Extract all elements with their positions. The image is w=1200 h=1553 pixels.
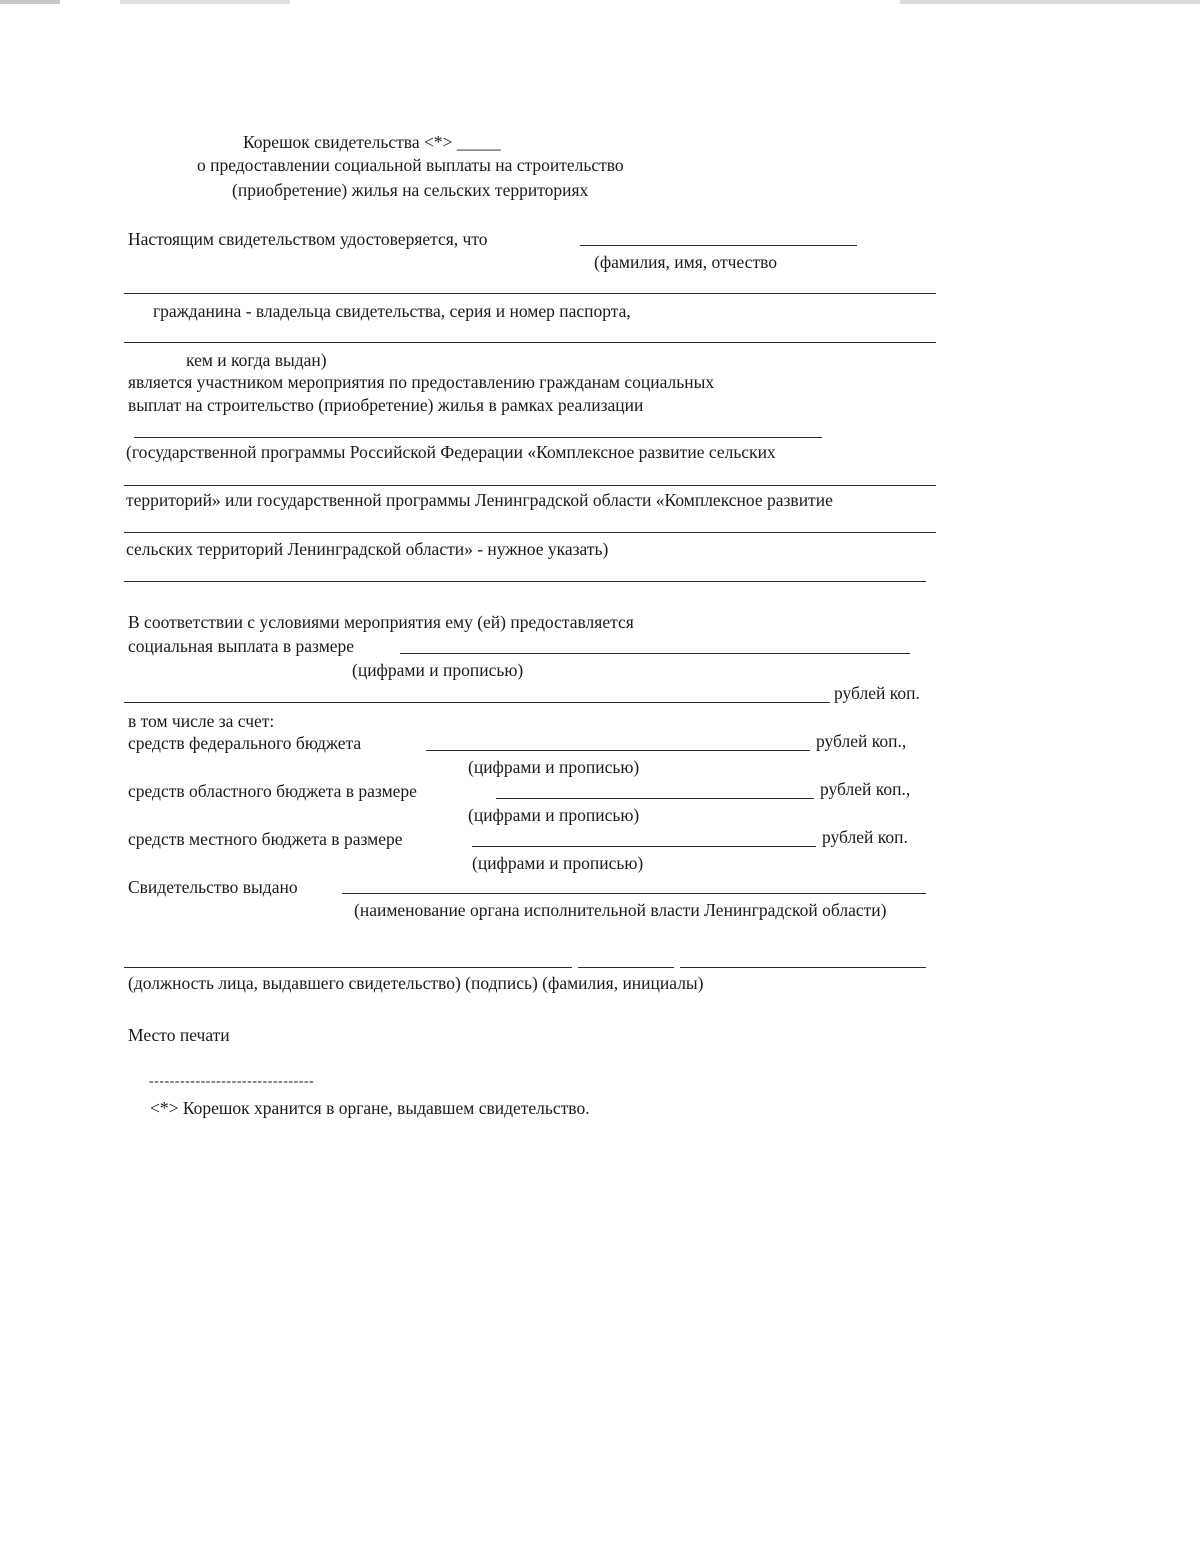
issued-label: Свидетельство выдано: [128, 877, 298, 897]
federal-amount-line: [426, 750, 810, 751]
signature-position-line: [124, 967, 572, 968]
signature-name-line: [680, 967, 926, 968]
regional-amount-line: [496, 798, 814, 799]
title-line-3: (приобретение) жилья на сельских территориях: [232, 180, 589, 200]
footnote-text: <*> Корешок хранится в органе, выдавшем свидетельство.: [150, 1098, 590, 1118]
passport-blank-line: [124, 342, 936, 343]
hint-issued: кем и когда выдан): [186, 350, 327, 370]
program-blank-line-3: [124, 532, 936, 533]
signature-hint: (должность лица, выдавшего свидетельство) (подпись) (фамилия, инициалы): [128, 973, 704, 993]
federal-unit: рублей коп.,: [816, 731, 907, 751]
scan-artifact-mid: [120, 0, 290, 4]
payment-rub-kop: рублей коп.: [834, 683, 920, 703]
signature-sign-line: [578, 967, 674, 968]
issued-hint: (наименование органа исполнительной власти Ленинградской области): [354, 900, 887, 920]
including-label: в том числе за счет:: [128, 711, 275, 731]
regional-label: средств областного бюджета в размере: [128, 781, 417, 801]
program-blank-line-2: [124, 485, 936, 486]
stamp-place: Место печати: [128, 1025, 230, 1045]
local-amount-line: [472, 846, 816, 847]
payment-line-2: социальная выплата в размере: [128, 636, 355, 656]
program-line-3: сельских территорий Ленинградской области» - нужное указать): [126, 539, 609, 559]
program-blank-line-4: [124, 581, 926, 582]
participant-line-1: является участником мероприятия по предоставлению гражданам социальных: [128, 372, 715, 392]
program-line-1: (государственной программы Российской Федерации «Комплексное развитие сельских: [126, 442, 776, 462]
local-unit: рублей коп.: [822, 827, 908, 847]
local-label: средств местного бюджета в размере: [128, 829, 403, 849]
name-blank-line-2: [124, 293, 936, 294]
participant-line-2: выплат на строительство (приобретение) жилья в рамках реализации: [128, 395, 644, 415]
payment-amount-words-line: [124, 702, 830, 703]
title-line-1: Корешок свидетельства <*> _____: [243, 132, 501, 152]
title-line-2: о предоставлении социальной выплаты на строительство: [197, 155, 624, 175]
scan-artifact-right: [900, 0, 1200, 4]
federal-label: средств федерального бюджета: [128, 733, 362, 753]
regional-unit: рублей коп.,: [820, 779, 911, 799]
scan-artifact-left: [0, 0, 60, 4]
payment-line-1: В соответствии с условиями мероприятия ему (ей) предоставляется: [128, 612, 634, 632]
hint-name: (фамилия, имя, отчество: [594, 252, 777, 272]
certify-lead: Настоящим свидетельством удостоверяется, что: [128, 229, 488, 249]
federal-hint: (цифрами и прописью): [468, 757, 640, 777]
program-line-2: территорий» или государственной программы Ленинградской области «Комплексное развитие: [126, 490, 833, 510]
regional-hint: (цифрами и прописью): [468, 805, 640, 825]
hint-passport: гражданина - владельца свидетельства, серия и номер паспорта,: [153, 301, 631, 321]
footnote-separator: --------------------------------: [149, 1074, 315, 1089]
program-blank-line-1: [134, 437, 822, 438]
payment-hint-digits: (цифрами и прописью): [352, 660, 524, 680]
payment-amount-line: [400, 653, 910, 654]
name-blank-line: [580, 245, 857, 246]
issued-authority-line: [342, 893, 926, 894]
local-hint: (цифрами и прописью): [472, 853, 644, 873]
